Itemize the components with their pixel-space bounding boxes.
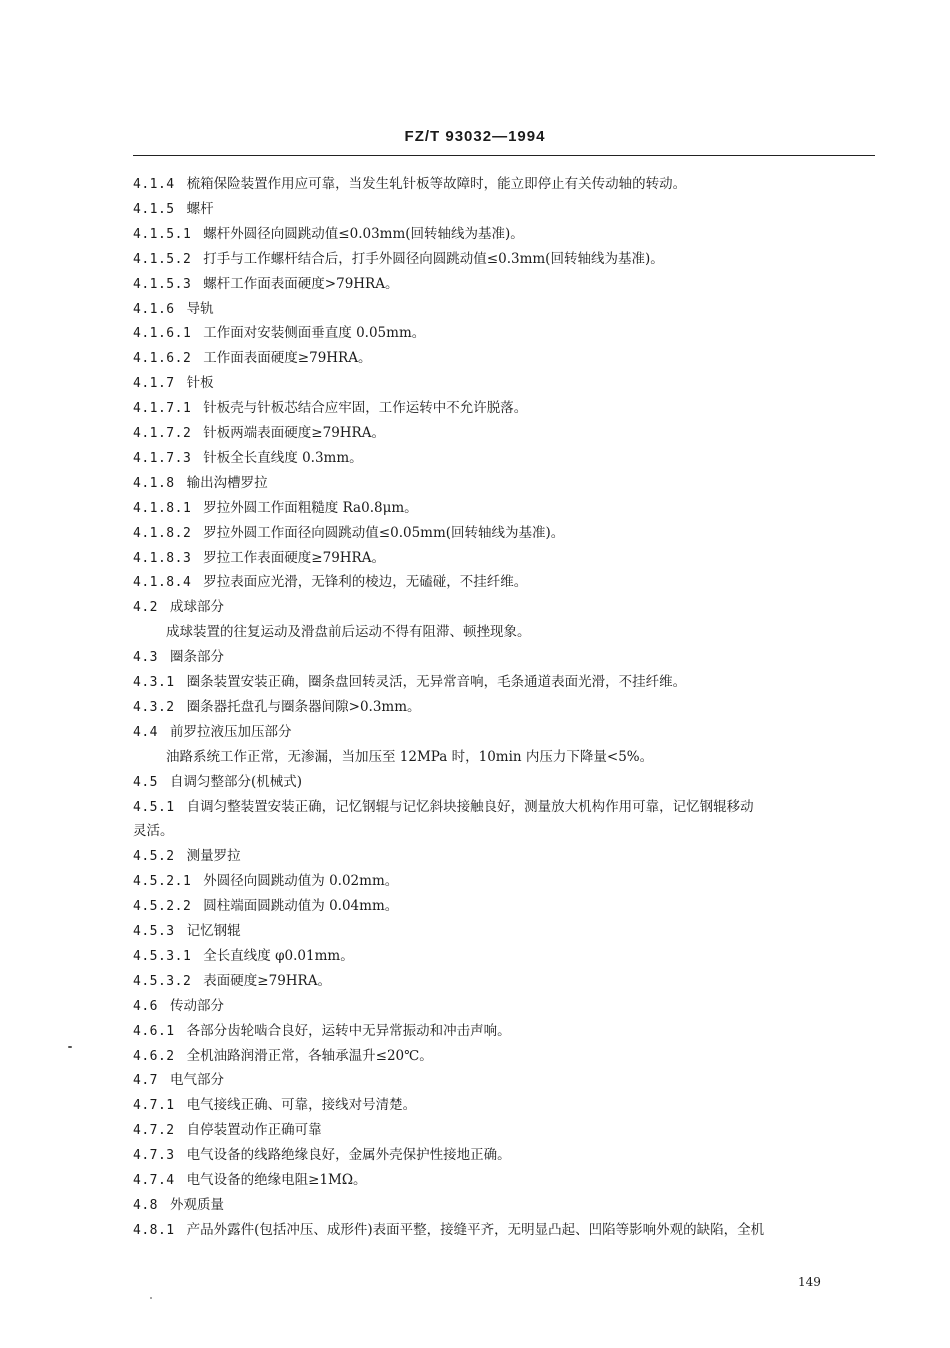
clause-line xyxy=(133,969,331,993)
clause-line xyxy=(133,272,398,296)
clause-number: 4.7.3 xyxy=(133,1148,175,1164)
clause-text: 螺杆工作面表面硬度>79HRA。 xyxy=(203,275,399,292)
clause-line xyxy=(133,944,354,968)
clause-number: 4.1.5 xyxy=(133,201,175,217)
clause-text: 罗拉外圆工作面径向圆跳动值≤0.05mm(回转轴线为基准)。 xyxy=(203,524,565,541)
clause-text: 表面硬度≥79HRA。 xyxy=(203,972,331,989)
clause-line xyxy=(133,172,686,196)
clause-line xyxy=(133,297,214,321)
clause-number: 4.1.6.1 xyxy=(133,326,192,342)
clause-line xyxy=(133,670,686,694)
clause-number: 4.1.8.2 xyxy=(133,525,192,541)
clause-number: 4.5 xyxy=(133,774,158,790)
clause-line xyxy=(133,645,224,669)
clause-number: 4.1.6.2 xyxy=(133,351,192,367)
clause-text: 各部分齿轮啮合良好，运转中无异常振动和冲击声响。 xyxy=(186,1022,511,1039)
clause-text: 外观质量 xyxy=(169,1196,224,1213)
clause-text: 圈条部分 xyxy=(169,649,224,666)
clause-number: 4.7 xyxy=(133,1073,158,1089)
clause-number: 4.3 xyxy=(133,650,158,666)
clause-line xyxy=(133,247,664,271)
clause-text: 针板两端表面硬度≥79HRA。 xyxy=(203,425,385,441)
clause-number: 4.1.5.1 xyxy=(133,226,192,242)
clause-text: 工作面表面硬度≥79HRA。 xyxy=(203,350,372,367)
clause-line xyxy=(133,1093,416,1117)
scan-speck xyxy=(68,1046,72,1048)
clause-text: 电气设备的绝缘电阻≥1MΩ。 xyxy=(186,1172,367,1188)
clause-number: 4.1.8.1 xyxy=(133,500,192,516)
clause-number: 4.5.1 xyxy=(133,799,175,815)
clause-text: 自停装置动作正确可靠 xyxy=(186,1122,322,1139)
clause-number: 4.1.8 xyxy=(133,475,175,491)
clause-text: 圈条器托盘孔与圈条器间隙>0.3mm。 xyxy=(186,698,421,715)
clause-line xyxy=(133,1118,322,1142)
clause-number: 4.6.2 xyxy=(133,1048,175,1064)
clause-number: 4.1.8.3 xyxy=(133,550,192,566)
clause-text: 油路系统工作正常，无渗漏，当加压至 12MPa 时，10min 内压力下降量<5%。 xyxy=(166,748,654,765)
clause-number: 4.5.3.1 xyxy=(133,948,192,964)
clause-text: 打手与工作螺杆结合后，打手外圆径向圆跳动值≤0.3mm(回转轴线为基准)。 xyxy=(203,250,664,267)
clause-line xyxy=(133,346,371,370)
clause-number: 4.1.4 xyxy=(133,177,175,192)
clause-number: 4.1.5.3 xyxy=(133,276,192,292)
clause-number: 4.1.7.3 xyxy=(133,450,192,466)
clause-line xyxy=(133,819,174,843)
clause-line xyxy=(133,869,398,893)
clause-text: 测量罗拉 xyxy=(186,848,241,865)
clause-line xyxy=(133,570,527,594)
clause-line xyxy=(133,396,527,420)
clause-text: 全机油路润滑正常，各轴承温升≤20℃。 xyxy=(186,1047,433,1064)
clause-number: 4.1.7 xyxy=(133,376,175,392)
clause-line xyxy=(133,1168,367,1192)
clause-line xyxy=(133,894,398,918)
clause-line xyxy=(133,1044,433,1068)
clause-text: 前罗拉液压加压部分 xyxy=(169,723,292,740)
clause-line xyxy=(133,994,224,1018)
clause-text: 罗拉工作表面硬度≥79HRA。 xyxy=(203,549,385,566)
clause-text: 圈条装置安装正确，圈条盘回转灵活，无异常音响，毛条通道表面光滑，不挂纤维。 xyxy=(186,674,687,690)
clause-number: 4.3.1 xyxy=(133,675,175,690)
clause-number: 4.5.2 xyxy=(133,849,175,865)
clause-line xyxy=(133,795,754,819)
clause-text: 螺杆 xyxy=(186,200,214,217)
standard-code-header: FZ/T 93032—1994 xyxy=(404,128,546,145)
clause-text: 成球装置的往复运动及滑盘前后运动不得有阻滞、顿挫现象。 xyxy=(166,624,531,641)
clause-line xyxy=(133,1019,511,1043)
clause-line xyxy=(133,197,214,221)
clause-line xyxy=(133,720,291,744)
clause-text: 记忆钢辊 xyxy=(186,923,241,939)
clause-number: 4.6 xyxy=(133,998,158,1014)
clause-number: 4.7.4 xyxy=(133,1173,175,1188)
clause-number: 4.3.2 xyxy=(133,699,175,715)
clause-line xyxy=(133,446,363,470)
clause-text: 传动部分 xyxy=(169,997,224,1014)
clause-number: 4.8.1 xyxy=(133,1222,175,1238)
clause-number: 4.5.2.1 xyxy=(133,874,192,890)
clause-text: 针板全长直线度 0.3mm。 xyxy=(203,449,363,466)
scan-speck xyxy=(150,1297,152,1299)
clause-line xyxy=(133,496,418,520)
clause-line xyxy=(166,620,531,644)
clause-number: 4.7.1 xyxy=(133,1098,175,1114)
clause-text: 自调匀整部分(机械式) xyxy=(169,773,303,790)
clause-line xyxy=(133,1218,764,1242)
clause-line xyxy=(133,844,241,868)
clause-text: 圆柱端面圆跳动值为 0.04mm。 xyxy=(203,898,399,915)
clause-text: 针板壳与针板芯结合应牢固，工作运转中不允许脱落。 xyxy=(203,400,528,417)
clause-text: 自调匀整装置安装正确，记忆钢辊与记忆斜块接触良好，测量放大机构作用可靠，记忆钢辊移动 xyxy=(186,798,754,815)
clause-text: 电气部分 xyxy=(169,1072,224,1089)
clause-line xyxy=(133,1143,511,1167)
clause-number: 4.1.5.2 xyxy=(133,251,192,267)
clause-number: 4.5.3 xyxy=(133,924,175,939)
page-number: 149 xyxy=(798,1275,821,1289)
clause-text: 针板 xyxy=(186,375,214,392)
clause-text: 外圆径向圆跳动值为 0.02mm。 xyxy=(203,873,399,890)
clause-text: 螺杆外圆径向圆跳动值≤0.03mm(回转轴线为基准)。 xyxy=(203,225,524,242)
clause-text: 电气接线正确、可靠，接线对号清楚。 xyxy=(186,1097,417,1114)
clause-line xyxy=(133,919,241,943)
clause-line xyxy=(133,1068,224,1092)
clause-line xyxy=(133,770,302,794)
clause-number: 4.1.7.1 xyxy=(133,401,192,417)
clause-text: 全长直线度 φ0.01mm。 xyxy=(203,947,354,964)
clause-line xyxy=(133,546,385,570)
clause-number: 4.6.1 xyxy=(133,1023,175,1039)
clause-number: 4.1.6 xyxy=(133,301,175,317)
clause-text: 罗拉表面应光滑，无锋利的棱边，无磕碰，不挂纤维。 xyxy=(203,574,528,591)
clause-number: 4.7.2 xyxy=(133,1123,175,1139)
clause-text: 导轨 xyxy=(186,300,214,317)
clause-line xyxy=(166,745,653,769)
clause-line xyxy=(133,222,524,246)
clause-number: 4.2 xyxy=(133,600,158,616)
clause-line xyxy=(133,371,214,395)
clause-text: 电气设备的线路绝缘良好，金属外壳保护性接地正确。 xyxy=(186,1147,511,1164)
clause-line xyxy=(133,421,385,445)
clause-line xyxy=(133,521,564,545)
clause-line xyxy=(133,695,421,719)
clause-number: 4.4 xyxy=(133,724,158,740)
clause-text: 产品外露件(包括冲压、成形件)表面平整，接缝平齐，无明显凸起、凹陷等影响外观的缺陷，全机 xyxy=(186,1221,765,1238)
clause-number: 4.8 xyxy=(133,1197,158,1213)
clause-line xyxy=(133,1193,224,1217)
clause-line xyxy=(133,595,224,619)
clause-number: 4.5.3.2 xyxy=(133,973,192,989)
clause-number: 4.1.8.4 xyxy=(133,575,192,591)
clause-text: 罗拉外圆工作面粗糙度 Ra0.8μm。 xyxy=(203,499,418,516)
clause-text: 工作面对安装侧面垂直度 0.05mm。 xyxy=(203,325,426,342)
clause-text: 灵活。 xyxy=(133,823,174,840)
clause-line xyxy=(133,321,425,345)
clause-text: 成球部分 xyxy=(169,599,224,616)
clause-text: 输出沟槽罗拉 xyxy=(186,474,268,491)
clause-number: 4.1.7.2 xyxy=(133,426,192,441)
clause-text: 梳箱保险装置作用应可靠，当发生轧针板等故障时，能立即停止有关传动轴的转动。 xyxy=(186,176,687,192)
clause-line xyxy=(133,471,268,495)
clause-number: 4.5.2.2 xyxy=(133,899,192,915)
